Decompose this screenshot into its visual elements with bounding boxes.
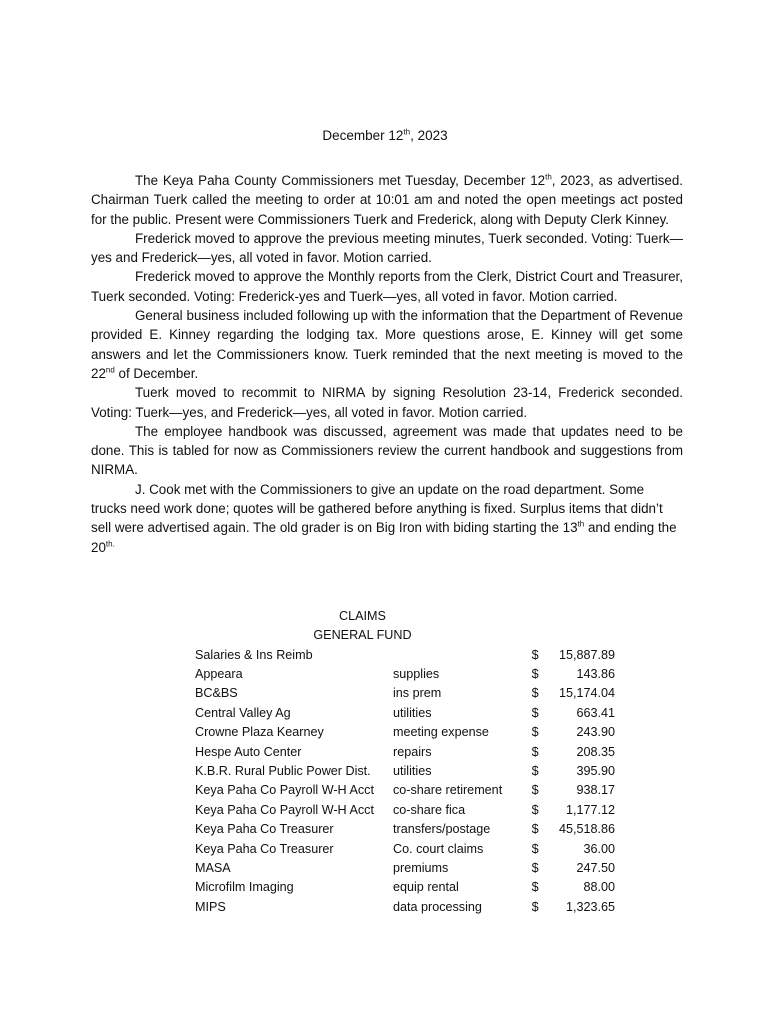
claim-description: co-share retirement [393, 783, 503, 798]
claim-amount: 1,323.65 [565, 899, 615, 914]
claim-amount: 243.90 [576, 725, 615, 740]
paragraph-text: J. Cook met with the Commissioners to give an update on the road department. Some trucks need work done; quotes will be gathered before anything is fixed. Surplus items that didn’t sell were advertised again. The old grader is on Big Iron with biding starting the 13 [91, 481, 663, 536]
paragraph-call-to-order [91, 171, 683, 229]
paragraph-nirma-resolution: Tuerk moved to recommit to NIRMA by signing Resolution 23-14, Frederick seconded. Voting: Tuerk—yes, and Frederick—yes, all voted in favor. Motion carried. [91, 385, 683, 420]
paragraph-employee-handbook: The employee handbook was discussed, agreement was made that updates need to be done. This is tabled for now as Commissioners review the current handbook and suggestions from NIRMA. [91, 423, 683, 478]
claim-description: supplies [393, 667, 440, 682]
claim-currency: $ [531, 744, 539, 759]
claim-payee: Salaries & Ins Reimb [195, 647, 313, 662]
claim-row [195, 839, 615, 858]
ordinal-suffix: nd [105, 365, 115, 375]
claims-title: CLAIMS [339, 609, 386, 623]
claim-row [195, 897, 615, 916]
paragraph-text: The Keya Paha County Commissioners met Tuesday, December 12 [135, 173, 546, 188]
date-text: December 12 [322, 128, 404, 143]
claim-amount: 395.90 [576, 764, 615, 779]
claim-payee: MIPS [195, 899, 226, 914]
claim-description: data processing [393, 899, 482, 914]
claim-row [195, 800, 615, 819]
claim-currency: $ [531, 802, 539, 817]
claim-row [195, 723, 615, 742]
claim-description: Co. court claims [393, 841, 484, 856]
claim-row [195, 781, 615, 800]
ordinal-suffix: th [577, 519, 585, 529]
claims-table-body [195, 645, 615, 916]
claim-payee: Hespe Auto Center [195, 744, 302, 759]
claim-payee: Crowne Plaza Kearney [195, 725, 324, 740]
claim-payee: Appeara [195, 667, 243, 682]
claim-description: co-share fica [393, 802, 466, 817]
paragraph-text: of December. [114, 365, 199, 381]
claim-description: ins prem [393, 686, 442, 701]
claim-payee: BC&BS [195, 686, 238, 701]
paragraph-text: General business included following up with the information that the Department of Revenue provided E. Kinney regarding the lodging tax. More questions arose, E. Kinney will get some answers and let the Commissioners know. Tuerk reminded that the next meeting is moved to the 22 [91, 308, 683, 381]
claim-description: meeting expense [393, 725, 489, 740]
claim-payee: Keya Paha Co Treasurer [195, 822, 334, 837]
paragraph-general-business [91, 306, 683, 383]
claim-payee: Keya Paha Co Payroll W-H Acct [195, 783, 374, 798]
claim-amount: 36.00 [583, 841, 615, 856]
paragraph-text: , 2023, as advertised. Chairman Tuerk called the meeting to order at 10:01 am and noted the open meetings act posted for the public. Present were Commissioners Tuerk and Frederick, along with Deputy Clerk Kinney. [91, 173, 683, 227]
claim-row [195, 742, 615, 761]
claim-currency: $ [531, 667, 539, 682]
claim-currency: $ [531, 647, 539, 662]
claim-row [195, 645, 615, 664]
paragraph-road-department [91, 480, 683, 557]
claim-amount: 663.41 [576, 705, 615, 720]
claim-row [195, 684, 615, 703]
claim-row [195, 664, 615, 683]
claim-row [195, 820, 615, 839]
claim-row [195, 858, 615, 877]
claim-amount: 1,177.12 [565, 802, 615, 817]
claim-row [195, 878, 615, 897]
meeting-date-heading [0, 126, 770, 145]
claim-description [393, 645, 532, 664]
claim-description: transfers/postage [393, 822, 491, 837]
minutes-body [91, 171, 683, 557]
claim-currency: $ [531, 899, 539, 914]
claim-amount: 247.50 [576, 860, 615, 875]
paragraph-monthly-reports: Frederick moved to approve the Monthly reports from the Clerk, District Court and Treasurer, Tuerk seconded. Voting: Frederick-yes and Tuerk—yes, all voted in favor. Motion carried. [91, 269, 683, 304]
claim-payee: Keya Paha Co Payroll W-H Acct [195, 802, 374, 817]
claim-currency: $ [531, 880, 539, 895]
claim-currency: $ [531, 783, 539, 798]
claim-payee: K.B.R. Rural Public Power Dist. [195, 764, 371, 779]
claim-amount: 45,518.86 [558, 822, 615, 837]
paragraph-text: and ending the 20 [91, 520, 677, 555]
claim-amount: 143.86 [576, 667, 615, 682]
claim-amount: 15,887.89 [558, 647, 615, 662]
claims-fund-title: GENERAL FUND [313, 628, 412, 642]
ordinal-suffix: th. [105, 539, 115, 549]
claim-currency: $ [531, 860, 539, 875]
claim-amount: 88.00 [583, 880, 615, 895]
claim-currency: $ [531, 725, 539, 740]
claim-currency: $ [531, 686, 539, 701]
claim-row [195, 761, 615, 780]
ordinal-suffix: th [545, 172, 552, 182]
claim-description: repairs [393, 744, 432, 759]
claim-row [195, 703, 615, 722]
date-ordinal: th [403, 127, 411, 137]
claim-currency: $ [531, 764, 539, 779]
claim-description: utilities [393, 764, 432, 779]
claim-payee: MASA [195, 860, 231, 875]
paragraph-minutes-approval: Frederick moved to approve the previous meeting minutes, Tuerk seconded. Voting: Tuerk—yes and Frederick—yes, all voted in favor. Motion carried. [91, 230, 683, 266]
claim-currency: $ [531, 841, 539, 856]
claim-description: premiums [393, 860, 449, 875]
claim-amount: 15,174.04 [558, 686, 615, 701]
claim-currency: $ [531, 822, 539, 837]
date-year: , 2023 [410, 128, 448, 143]
claim-description: equip rental [393, 880, 459, 895]
claim-amount: 208.35 [576, 744, 615, 759]
claim-payee: Central Valley Ag [195, 705, 291, 720]
claim-payee: Microfilm Imaging [195, 880, 294, 895]
claims-table [195, 645, 615, 916]
claim-amount: 938.17 [576, 783, 615, 798]
claim-description: utilities [393, 705, 432, 720]
claim-currency: $ [531, 705, 539, 720]
claim-payee: Keya Paha Co Treasurer [195, 841, 334, 856]
